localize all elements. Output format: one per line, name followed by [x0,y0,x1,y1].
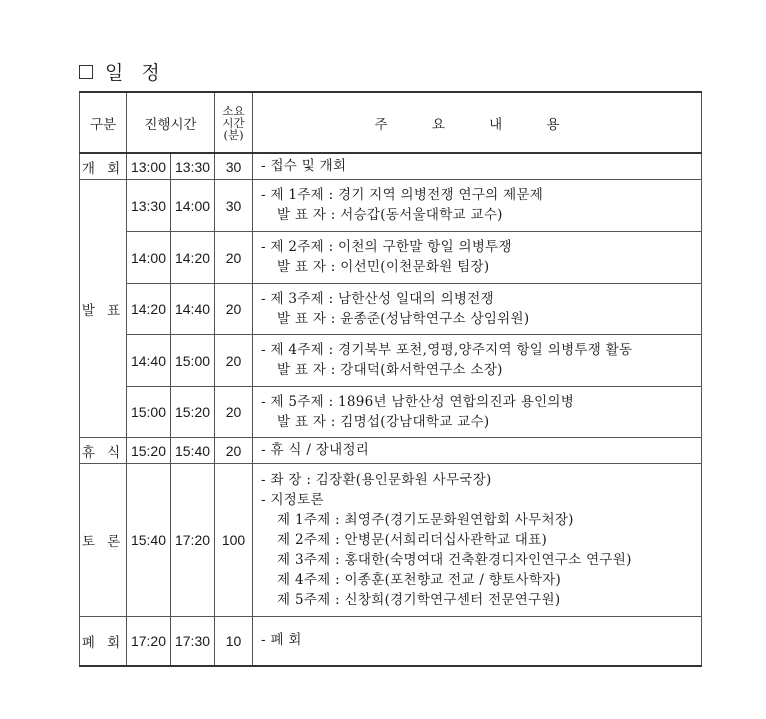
start-time-cell: 13:00 [127,153,171,180]
duration-cell: 20 [215,438,253,464]
header-time: 진행시간 [127,92,215,153]
header-duration-line: (분) [223,127,244,142]
end-time-cell: 15:20 [171,387,215,438]
duration-cell: 10 [215,617,253,666]
start-time-cell: 14:20 [127,284,171,335]
header-duration-line: 시간 [222,115,245,130]
schedule-row [80,387,702,438]
schedule-row [80,438,702,464]
start-time-cell: 15:40 [127,464,171,617]
end-time-cell: 15:00 [171,335,215,387]
content-cell [253,284,702,335]
header-duration [215,92,253,153]
content-cell [253,438,702,464]
start-time-cell: 15:00 [127,387,171,438]
end-time-cell: 14:00 [171,180,215,232]
end-time-cell: 17:30 [171,617,215,666]
duration-cell: 20 [215,387,253,438]
duration-cell: 30 [215,180,253,232]
header-duration-line: 소요 [222,103,245,118]
duration-cell: 100 [215,464,253,617]
schedule-table [79,91,702,667]
content-line: - 제 1주제 : 경기 지역 의병전쟁 연구의 제문제 [261,187,544,203]
content-line: - 제 5주제 : 1896년 남한산성 연합의진과 용인의병 [261,393,575,410]
end-time-cell: 14:40 [171,284,215,335]
content-line: - 제 3주제 : 남한산성 일대의 의병전쟁 [261,290,494,307]
content-cell [253,232,702,284]
schedule-row [80,232,702,284]
content-line: - 폐 회 [261,632,302,649]
content-line: 제 5주제 : 신창희(경기학연구센터 전문연구원) [277,591,561,608]
header-category: 구분 [80,92,127,153]
content-line: - 좌 장 : 김장환(용인문화원 사무국장) [261,471,492,488]
content-cell [253,464,702,617]
content-line: 발 표 자 : 윤종준(성남학연구소 상임위원) [277,310,530,327]
content-line: - 휴 식 / 장내정리 [261,442,370,458]
schedule-row [80,617,702,666]
end-time-cell: 17:20 [171,464,215,617]
schedule-row [80,153,702,180]
content-line: 발 표 자 : 김명섭(강남대학교 교수) [277,413,490,430]
duration-cell: 20 [215,335,253,387]
schedule-heading [79,58,166,85]
category-cell: 휴 식 [80,438,127,464]
content-line: - 제 2주제 : 이천의 구한말 항일 의병투쟁 [261,239,512,255]
end-time-cell: 14:20 [171,232,215,284]
content-line: 발 표 자 : 이선민(이천문화원 팀장) [277,259,490,275]
end-time-cell: 13:30 [171,153,215,180]
duration-cell: 30 [215,153,253,180]
content-line: - 제 4주제 : 경기북부 포천,영평,양주지역 항일 의병투쟁 활동 [261,342,633,358]
schedule-row [80,464,702,617]
schedule-row [80,180,702,232]
start-time-cell: 14:00 [127,232,171,284]
start-time-cell: 14:40 [127,335,171,387]
category-cell: 토 론 [80,464,127,617]
category-cell: 폐 회 [80,617,127,666]
content-line: 제 1주제 : 최영주(경기도문화원연합회 사무처장) [277,511,574,528]
content-cell [253,153,702,180]
content-cell [253,335,702,387]
content-line: 제 3주제 : 홍대한(숙명여대 건축환경디자인연구소 연구원) [277,551,632,568]
content-line: 발 표 자 : 서승갑(동서울대학교 교수) [277,207,503,223]
header-content: 주 요 내 용 [253,92,702,153]
table-header-row [80,92,702,153]
start-time-cell: 17:20 [127,617,171,666]
content-line: - 지정토론 [261,491,324,508]
content-line: 제 4주제 : 이종훈(포천향교 전교 / 향토사학자) [277,571,562,588]
end-time-cell: 15:40 [171,438,215,464]
schedule-row [80,284,702,335]
content-line: 제 2주제 : 안병문(서희리더십사관학교 대표) [277,531,548,548]
start-time-cell: 15:20 [127,438,171,464]
content-cell [253,617,702,666]
schedule-row [80,335,702,387]
schedule-heading-text: 일 정 [105,62,166,84]
content-cell [253,180,702,232]
duration-cell: 20 [215,232,253,284]
content-line: - 접수 및 개회 [261,158,347,174]
category-cell: 개 회 [80,153,127,180]
empty-square-icon [79,65,93,79]
duration-cell: 20 [215,284,253,335]
start-time-cell: 13:30 [127,180,171,232]
category-cell: 발 표 [80,180,127,438]
content-line: 발 표 자 : 강대덕(화서학연구소 소장) [277,362,503,378]
content-cell [253,387,702,438]
